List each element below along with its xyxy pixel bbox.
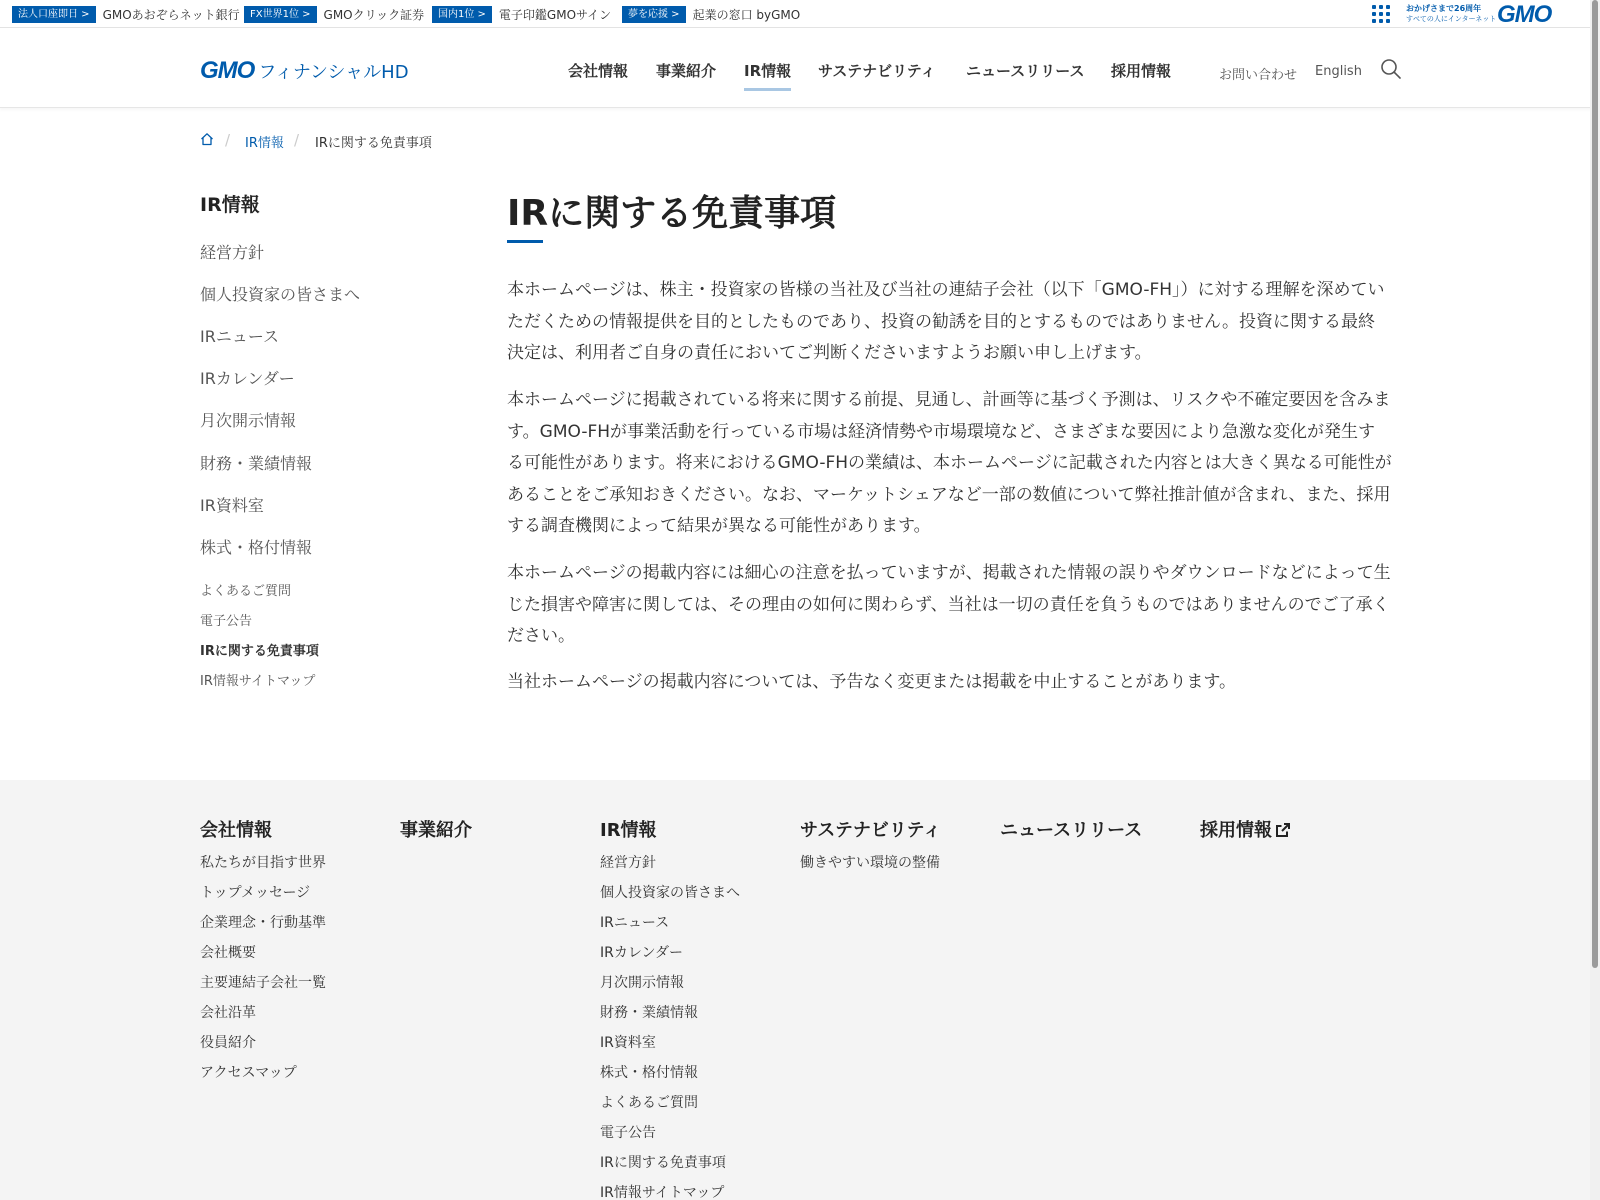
sidebar-item-public-notice[interactable]: 電子公告 (200, 614, 253, 629)
promo-link-aozora[interactable] (12, 6, 240, 23)
footer-link[interactable]: よくあるご質問 (600, 1095, 698, 1111)
footer-col-recruit[interactable] (1200, 816, 1291, 842)
nav-company[interactable]: 会社情報 (568, 62, 629, 80)
footer-link[interactable]: 経営方針 (600, 855, 656, 871)
breadcrumb-current: IRに関する免責事項 (315, 136, 432, 151)
footer-col-company[interactable]: 会社情報 (200, 820, 272, 841)
footer-col-news[interactable]: ニュースリリース (1000, 820, 1143, 841)
footer-link[interactable]: 株式・格付情報 (600, 1065, 698, 1081)
home-icon[interactable] (200, 132, 214, 146)
page-title: IRに関する免責事項 (507, 193, 837, 234)
promo-tag: 夢を応援 > (622, 6, 686, 23)
footer-link[interactable]: 財務・業績情報 (600, 1005, 698, 1021)
disclaimer-paragraph: 本ホームページの掲載内容には細心の注意を払っていますが、掲載された情報の誤りやダウンロードなどによって生じた損害や障害に関しては、その理由の如何に関わらず、当社は一切の責任を負うものではありませんのでご了承ください。 (507, 563, 1391, 646)
title-underline (507, 240, 543, 243)
footer-link[interactable]: アクセスマップ (200, 1065, 297, 1081)
footer-link[interactable]: 主要連結子会社一覧 (200, 975, 326, 991)
footer-link[interactable]: 個人投資家の皆さまへ (600, 885, 740, 901)
promo-name: 起業の窓口 byGMO (692, 8, 801, 22)
nav-news[interactable]: ニュースリリース (966, 62, 1085, 80)
sidebar-item-ir-calendar[interactable]: IRカレンダー (200, 369, 295, 388)
footer-link[interactable]: IRニュース (600, 915, 670, 931)
gmo-tagline-sub: すべての人にインターネット (1406, 15, 1497, 23)
sidebar-item-faq[interactable]: よくあるご質問 (200, 584, 292, 599)
sidebar-item-individual[interactable]: 個人投資家の皆さまへ (200, 285, 361, 304)
breadcrumb-ir[interactable]: IR情報 (245, 136, 284, 151)
breadcrumb-separator: / (294, 131, 300, 149)
footer-col-ir[interactable]: IR情報 (600, 820, 657, 841)
gmo-tagline: おかげさまで26周年 (1406, 4, 1482, 13)
promo-link-click-sec[interactable] (244, 6, 424, 23)
disclaimer-paragraph: 当社ホームページの掲載内容については、予告なく変更または掲載を中止することがあります。 (507, 672, 1236, 692)
sidebar-item-stock[interactable]: 株式・格付情報 (200, 538, 313, 557)
sidebar-item-disclaimer[interactable]: IRに関する免責事項 (200, 644, 319, 659)
footer-link[interactable]: 電子公告 (600, 1125, 656, 1141)
footer-link[interactable]: 役員紹介 (200, 1035, 256, 1051)
promo-name: GMOクリック証券 (323, 8, 425, 22)
footer-col-recruit-label: 採用情報 (1200, 820, 1272, 841)
footer-link[interactable]: IR情報サイトマップ (600, 1185, 725, 1200)
external-link-icon (1275, 822, 1291, 838)
english-link[interactable]: English (1315, 64, 1362, 79)
promo-link-kigyo[interactable] (622, 6, 800, 23)
footer-link[interactable]: 私たちが目指す世界 (200, 855, 326, 871)
promo-tag: FX世界1位 > (244, 6, 317, 23)
site-logo[interactable] (200, 57, 409, 85)
breadcrumb-separator: / (225, 131, 231, 149)
footer-link[interactable]: 企業理念・行動基準 (200, 915, 326, 931)
footer-link[interactable]: 月次開示情報 (600, 975, 684, 991)
promo-tag: 国内1位 > (432, 6, 492, 23)
footer-link[interactable]: 会社沿革 (200, 1005, 256, 1021)
logo-gmo: GMO (200, 57, 255, 84)
promo-name: GMOあおぞらネット銀行 (102, 8, 240, 22)
sidebar-item-monthly[interactable]: 月次開示情報 (200, 411, 297, 430)
footer-link[interactable]: IRカレンダー (600, 945, 683, 961)
sidebar-item-sitemap[interactable]: IR情報サイトマップ (200, 674, 316, 689)
scrollbar-thumb[interactable] (1592, 0, 1598, 968)
promo-tag: 法人口座即日 > (12, 6, 96, 23)
nav-recruit[interactable]: 採用情報 (1111, 62, 1172, 80)
gmo-group-logo[interactable]: GMO (1497, 1, 1552, 28)
site-header (0, 28, 1600, 108)
footer-link[interactable]: 働きやすい環境の整備 (800, 855, 940, 871)
promo-link-gmo-sign[interactable] (432, 6, 611, 23)
promo-name: 電子印鑑GMOサイン (498, 8, 612, 22)
disclaimer-paragraph: 本ホームページは、株主・投資家の皆様の当社及び当社の連結子会社（以下「GMO-FH」）に対する理解を深めていただくための情報提供を目的としたものであり、投資の勧誘を目的とするものではありません。投資に関する最終決定は、利用者ご自身の責任においてご判断くださいますようお願い申し上げます。 (507, 280, 1385, 363)
sidebar-item-financial[interactable]: 財務・業績情報 (200, 454, 313, 473)
nav-ir[interactable]: IR情報 (744, 62, 792, 80)
apps-grid-icon[interactable] (1372, 5, 1390, 23)
disclaimer-paragraph: 本ホームページに掲載されている将来に関する前提、見通し、計画等に基づく予測は、リスクや不確定要因を含みます。GMO-FHが事業活動を行っている市場は経済情勢や市場環境など、さまざまな要因により急激な変化が発生する可能性があります。将来におけるGMO-FHの業績は、本ホームページに記載された内容とは大きく異なる可能性があることをご承知おきください。なお、マーケットシェアなど一部の数値について弊社推計値が含まれ、また、採用する調査機関によって結果が異なる可能性があります。 (507, 390, 1392, 536)
sidebar-item-library[interactable]: IR資料室 (200, 496, 264, 515)
footer-link[interactable]: IR資料室 (600, 1035, 656, 1051)
search-icon[interactable] (1380, 58, 1402, 80)
nav-sustainability[interactable]: サステナビリティ (818, 62, 936, 80)
sidebar-title[interactable]: IR情報 (200, 194, 260, 216)
footer-col-business[interactable]: 事業紹介 (400, 820, 472, 841)
footer-link[interactable]: 会社概要 (200, 945, 256, 961)
footer-link[interactable]: トップメッセージ (200, 885, 311, 901)
group-promo-bar (0, 0, 1600, 28)
logo-subtitle: フィナンシャルHD (258, 62, 409, 83)
footer-link[interactable]: IRに関する免責事項 (600, 1155, 726, 1171)
footer-col-sustainability[interactable]: サステナビリティ (800, 820, 942, 841)
sidebar-item-policy[interactable]: 経営方針 (200, 243, 265, 262)
sidebar-item-ir-news[interactable]: IRニュース (200, 327, 280, 346)
contact-link[interactable]: お問い合わせ (1219, 68, 1298, 83)
nav-business[interactable]: 事業紹介 (656, 62, 717, 80)
